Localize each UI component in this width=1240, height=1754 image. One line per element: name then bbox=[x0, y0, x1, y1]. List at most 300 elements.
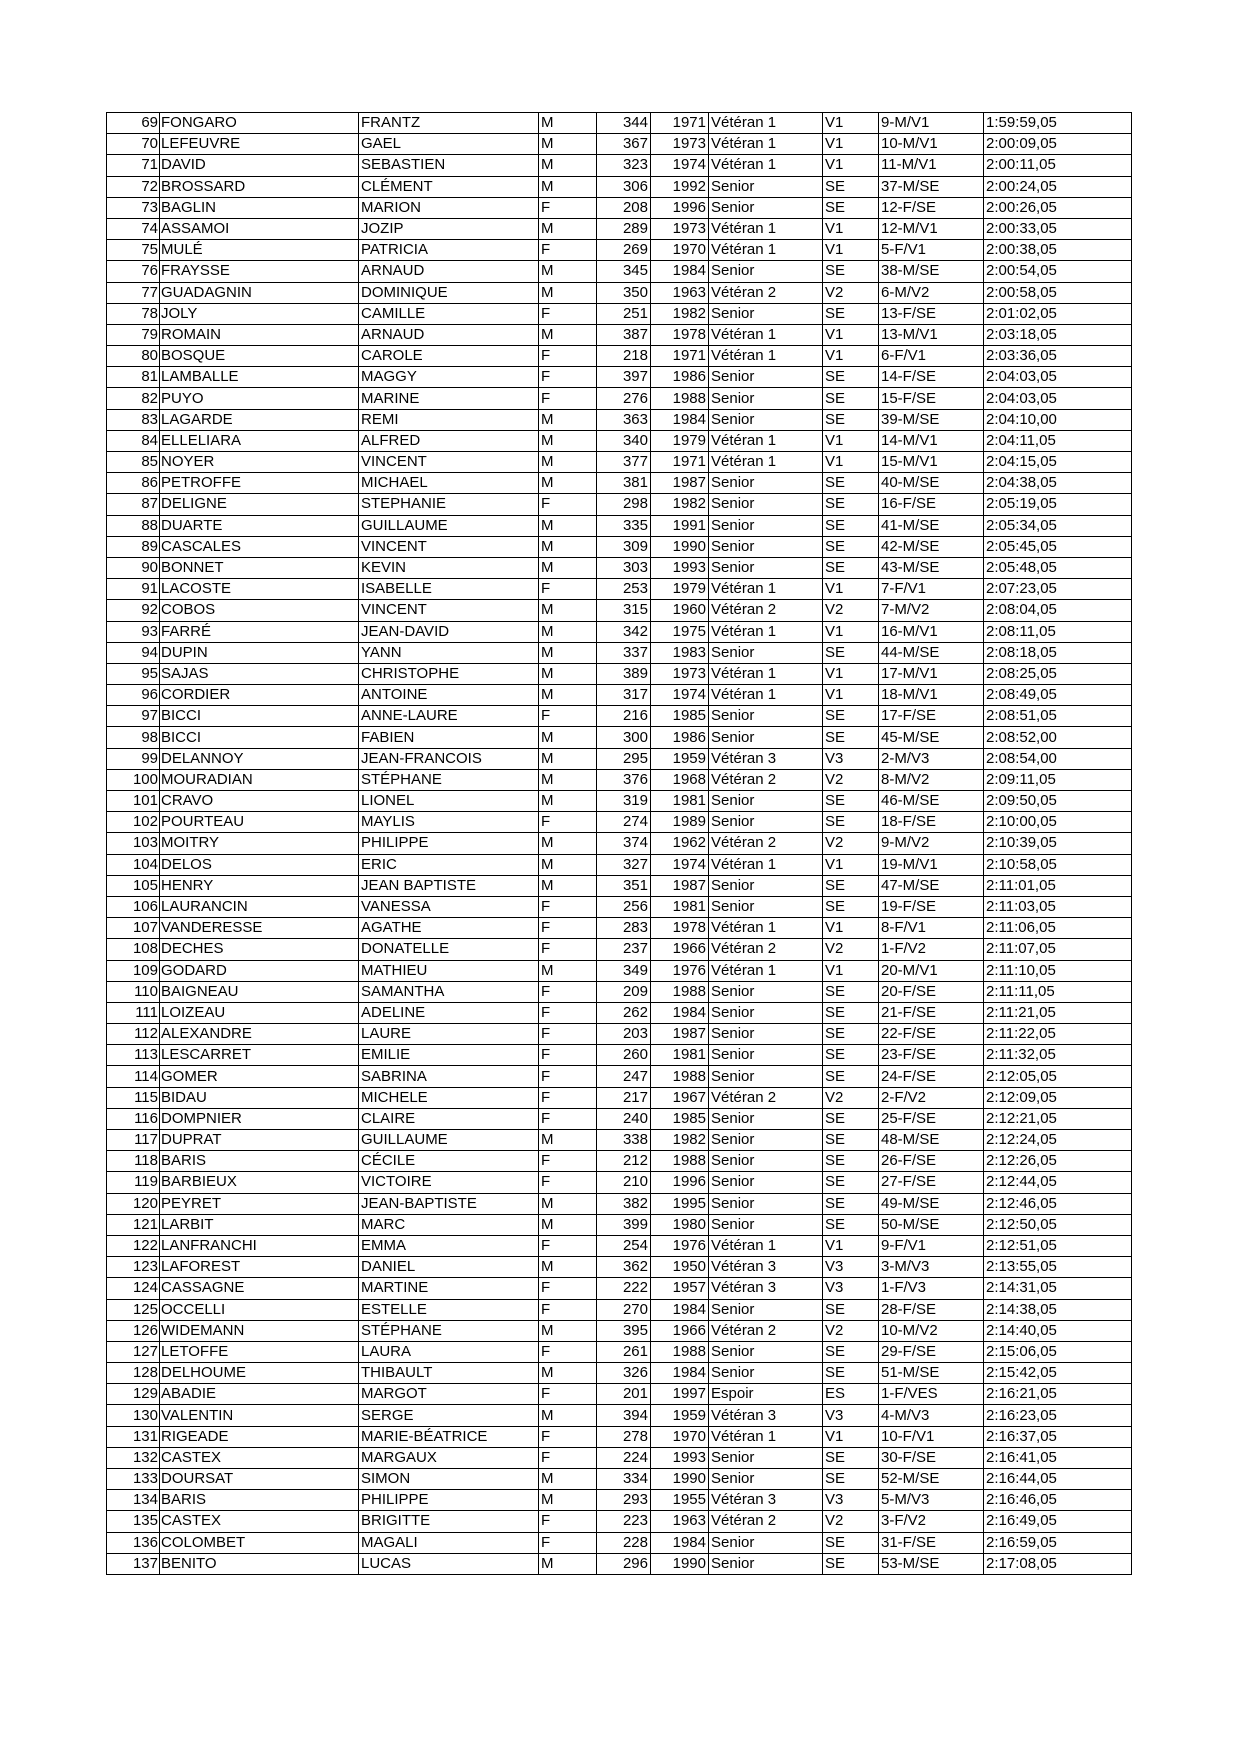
category-rank-cell: 45-M/SE bbox=[879, 727, 984, 748]
bib-number-cell: 274 bbox=[597, 812, 651, 833]
sex-cell: F bbox=[539, 812, 597, 833]
category-code-cell: SE bbox=[823, 1341, 879, 1362]
table-row bbox=[107, 536, 1132, 557]
position-cell: 77 bbox=[107, 282, 160, 303]
position-cell: 115 bbox=[107, 1087, 160, 1108]
results-rows bbox=[107, 113, 1132, 1575]
time-cell: 2:05:19,05 bbox=[984, 494, 1132, 515]
time-cell: 2:15:42,05 bbox=[984, 1363, 1132, 1384]
sex-cell: M bbox=[539, 769, 597, 790]
birth-year-cell: 1960 bbox=[651, 600, 709, 621]
time-cell: 2:14:38,05 bbox=[984, 1299, 1132, 1320]
bib-number-cell: 395 bbox=[597, 1320, 651, 1341]
sex-cell: F bbox=[539, 1108, 597, 1129]
last-name-cell: DELHOUME bbox=[160, 1363, 359, 1384]
category-cell: Vétéran 1 bbox=[709, 960, 823, 981]
birth-year-cell: 1988 bbox=[651, 1151, 709, 1172]
last-name-cell: RIGEADE bbox=[160, 1426, 359, 1447]
time-cell: 2:00:09,05 bbox=[984, 134, 1132, 155]
category-rank-cell: 25-F/SE bbox=[879, 1108, 984, 1129]
bib-number-cell: 389 bbox=[597, 663, 651, 684]
category-rank-cell: 18-M/V1 bbox=[879, 685, 984, 706]
position-cell: 83 bbox=[107, 409, 160, 430]
bib-number-cell: 298 bbox=[597, 494, 651, 515]
category-cell: Senior bbox=[709, 1130, 823, 1151]
sex-cell: M bbox=[539, 748, 597, 769]
table-row bbox=[107, 600, 1132, 621]
time-cell: 2:16:44,05 bbox=[984, 1469, 1132, 1490]
table-row bbox=[107, 473, 1132, 494]
time-cell: 2:12:26,05 bbox=[984, 1151, 1132, 1172]
category-rank-cell: 44-M/SE bbox=[879, 642, 984, 663]
bib-number-cell: 283 bbox=[597, 918, 651, 939]
time-cell: 2:16:23,05 bbox=[984, 1405, 1132, 1426]
time-cell: 2:12:50,05 bbox=[984, 1214, 1132, 1235]
bib-number-cell: 344 bbox=[597, 113, 651, 134]
birth-year-cell: 1970 bbox=[651, 1426, 709, 1447]
sex-cell: F bbox=[539, 1087, 597, 1108]
birth-year-cell: 1971 bbox=[651, 452, 709, 473]
birth-year-cell: 1984 bbox=[651, 1002, 709, 1023]
category-rank-cell: 26-F/SE bbox=[879, 1151, 984, 1172]
last-name-cell: DECHES bbox=[160, 939, 359, 960]
birth-year-cell: 1976 bbox=[651, 960, 709, 981]
category-rank-cell: 30-F/SE bbox=[879, 1447, 984, 1468]
bib-number-cell: 315 bbox=[597, 600, 651, 621]
category-code-cell: SE bbox=[823, 1066, 879, 1087]
results-sheet bbox=[106, 112, 1131, 1575]
birth-year-cell: 1984 bbox=[651, 261, 709, 282]
category-rank-cell: 40-M/SE bbox=[879, 473, 984, 494]
table-row bbox=[107, 1108, 1132, 1129]
birth-year-cell: 1993 bbox=[651, 557, 709, 578]
time-cell: 2:01:02,05 bbox=[984, 303, 1132, 324]
first-name-cell: VICTOIRE bbox=[359, 1172, 539, 1193]
bib-number-cell: 334 bbox=[597, 1469, 651, 1490]
category-code-cell: SE bbox=[823, 176, 879, 197]
first-name-cell: SIMON bbox=[359, 1469, 539, 1490]
bib-number-cell: 382 bbox=[597, 1193, 651, 1214]
category-cell: Vétéran 1 bbox=[709, 621, 823, 642]
time-cell: 2:08:04,05 bbox=[984, 600, 1132, 621]
time-cell: 2:04:03,05 bbox=[984, 367, 1132, 388]
position-cell: 74 bbox=[107, 218, 160, 239]
position-cell: 113 bbox=[107, 1045, 160, 1066]
birth-year-cell: 1990 bbox=[651, 1553, 709, 1574]
time-cell: 2:08:25,05 bbox=[984, 663, 1132, 684]
position-cell: 103 bbox=[107, 833, 160, 854]
last-name-cell: WIDEMANN bbox=[160, 1320, 359, 1341]
position-cell: 112 bbox=[107, 1024, 160, 1045]
position-cell: 80 bbox=[107, 346, 160, 367]
category-rank-cell: 38-M/SE bbox=[879, 261, 984, 282]
birth-year-cell: 1985 bbox=[651, 1108, 709, 1129]
sex-cell: F bbox=[539, 1172, 597, 1193]
first-name-cell: MARIE-BÉATRICE bbox=[359, 1426, 539, 1447]
table-row bbox=[107, 579, 1132, 600]
sex-cell: M bbox=[539, 621, 597, 642]
time-cell: 2:11:32,05 bbox=[984, 1045, 1132, 1066]
sex-cell: M bbox=[539, 409, 597, 430]
time-cell: 2:11:01,05 bbox=[984, 875, 1132, 896]
first-name-cell: AGATHE bbox=[359, 918, 539, 939]
table-row bbox=[107, 1257, 1132, 1278]
bib-number-cell: 363 bbox=[597, 409, 651, 430]
category-rank-cell: 12-F/SE bbox=[879, 197, 984, 218]
category-cell: Vétéran 1 bbox=[709, 918, 823, 939]
category-code-cell: SE bbox=[823, 388, 879, 409]
time-cell: 2:16:46,05 bbox=[984, 1490, 1132, 1511]
first-name-cell: FRANTZ bbox=[359, 113, 539, 134]
birth-year-cell: 1982 bbox=[651, 1130, 709, 1151]
sex-cell: F bbox=[539, 1532, 597, 1553]
birth-year-cell: 1973 bbox=[651, 134, 709, 155]
bib-number-cell: 394 bbox=[597, 1405, 651, 1426]
sex-cell: M bbox=[539, 1469, 597, 1490]
birth-year-cell: 1981 bbox=[651, 896, 709, 917]
category-code-cell: SE bbox=[823, 261, 879, 282]
bib-number-cell: 223 bbox=[597, 1511, 651, 1532]
category-code-cell: SE bbox=[823, 557, 879, 578]
last-name-cell: FONGARO bbox=[160, 113, 359, 134]
time-cell: 2:14:40,05 bbox=[984, 1320, 1132, 1341]
position-cell: 92 bbox=[107, 600, 160, 621]
category-rank-cell: 2-M/V3 bbox=[879, 748, 984, 769]
time-cell: 2:14:31,05 bbox=[984, 1278, 1132, 1299]
category-code-cell: V1 bbox=[823, 960, 879, 981]
last-name-cell: PUYO bbox=[160, 388, 359, 409]
category-rank-cell: 22-F/SE bbox=[879, 1024, 984, 1045]
first-name-cell: GAEL bbox=[359, 134, 539, 155]
category-code-cell: V2 bbox=[823, 1511, 879, 1532]
sex-cell: M bbox=[539, 1214, 597, 1235]
last-name-cell: SAJAS bbox=[160, 663, 359, 684]
position-cell: 82 bbox=[107, 388, 160, 409]
category-cell: Senior bbox=[709, 557, 823, 578]
category-cell: Vétéran 3 bbox=[709, 1405, 823, 1426]
first-name-cell: REMI bbox=[359, 409, 539, 430]
category-cell: Vétéran 2 bbox=[709, 939, 823, 960]
bib-number-cell: 340 bbox=[597, 430, 651, 451]
category-code-cell: V3 bbox=[823, 1490, 879, 1511]
category-cell: Vétéran 3 bbox=[709, 1278, 823, 1299]
time-cell: 2:04:03,05 bbox=[984, 388, 1132, 409]
birth-year-cell: 1984 bbox=[651, 409, 709, 430]
category-code-cell: V2 bbox=[823, 1320, 879, 1341]
position-cell: 100 bbox=[107, 769, 160, 790]
category-rank-cell: 3-M/V3 bbox=[879, 1257, 984, 1278]
table-row bbox=[107, 452, 1132, 473]
category-rank-cell: 49-M/SE bbox=[879, 1193, 984, 1214]
time-cell: 2:00:38,05 bbox=[984, 240, 1132, 261]
last-name-cell: OCCELLI bbox=[160, 1299, 359, 1320]
category-cell: Senior bbox=[709, 1045, 823, 1066]
results-table bbox=[106, 112, 1132, 1575]
sex-cell: M bbox=[539, 452, 597, 473]
time-cell: 2:11:21,05 bbox=[984, 1002, 1132, 1023]
birth-year-cell: 1978 bbox=[651, 918, 709, 939]
category-rank-cell: 14-F/SE bbox=[879, 367, 984, 388]
category-cell: Senior bbox=[709, 981, 823, 1002]
position-cell: 121 bbox=[107, 1214, 160, 1235]
table-row bbox=[107, 1405, 1132, 1426]
position-cell: 95 bbox=[107, 663, 160, 684]
category-cell: Senior bbox=[709, 1024, 823, 1045]
category-cell: Senior bbox=[709, 727, 823, 748]
sex-cell: F bbox=[539, 1024, 597, 1045]
bib-number-cell: 253 bbox=[597, 579, 651, 600]
table-row bbox=[107, 1278, 1132, 1299]
bib-number-cell: 201 bbox=[597, 1384, 651, 1405]
time-cell: 2:10:58,05 bbox=[984, 854, 1132, 875]
bib-number-cell: 303 bbox=[597, 557, 651, 578]
position-cell: 87 bbox=[107, 494, 160, 515]
category-rank-cell: 11-M/V1 bbox=[879, 155, 984, 176]
position-cell: 76 bbox=[107, 261, 160, 282]
category-rank-cell: 16-F/SE bbox=[879, 494, 984, 515]
category-code-cell: SE bbox=[823, 812, 879, 833]
last-name-cell: LETOFFE bbox=[160, 1341, 359, 1362]
birth-year-cell: 1986 bbox=[651, 367, 709, 388]
first-name-cell: MARTINE bbox=[359, 1278, 539, 1299]
category-code-cell: SE bbox=[823, 1130, 879, 1151]
position-cell: 88 bbox=[107, 515, 160, 536]
birth-year-cell: 1990 bbox=[651, 536, 709, 557]
first-name-cell: SEBASTIEN bbox=[359, 155, 539, 176]
bib-number-cell: 262 bbox=[597, 1002, 651, 1023]
category-cell: Vétéran 1 bbox=[709, 134, 823, 155]
category-cell: Senior bbox=[709, 1214, 823, 1235]
time-cell: 2:12:46,05 bbox=[984, 1193, 1132, 1214]
sex-cell: F bbox=[539, 981, 597, 1002]
sex-cell: M bbox=[539, 960, 597, 981]
first-name-cell: LIONEL bbox=[359, 791, 539, 812]
birth-year-cell: 1990 bbox=[651, 1469, 709, 1490]
category-code-cell: V2 bbox=[823, 769, 879, 790]
sex-cell: F bbox=[539, 1384, 597, 1405]
last-name-cell: NOYER bbox=[160, 452, 359, 473]
category-cell: Senior bbox=[709, 1299, 823, 1320]
time-cell: 2:11:06,05 bbox=[984, 918, 1132, 939]
position-cell: 114 bbox=[107, 1066, 160, 1087]
time-cell: 2:08:11,05 bbox=[984, 621, 1132, 642]
sex-cell: M bbox=[539, 1257, 597, 1278]
time-cell: 2:11:11,05 bbox=[984, 981, 1132, 1002]
category-rank-cell: 10-M/V1 bbox=[879, 134, 984, 155]
category-cell: Senior bbox=[709, 1151, 823, 1172]
bib-number-cell: 270 bbox=[597, 1299, 651, 1320]
first-name-cell: LAURA bbox=[359, 1341, 539, 1362]
first-name-cell: ANNE-LAURE bbox=[359, 706, 539, 727]
birth-year-cell: 1992 bbox=[651, 176, 709, 197]
position-cell: 109 bbox=[107, 960, 160, 981]
category-cell: Espoir bbox=[709, 1384, 823, 1405]
table-row bbox=[107, 1151, 1132, 1172]
sex-cell: M bbox=[539, 833, 597, 854]
first-name-cell: EMMA bbox=[359, 1235, 539, 1256]
category-code-cell: SE bbox=[823, 1172, 879, 1193]
bib-number-cell: 350 bbox=[597, 282, 651, 303]
position-cell: 72 bbox=[107, 176, 160, 197]
last-name-cell: LESCARRET bbox=[160, 1045, 359, 1066]
category-cell: Senior bbox=[709, 812, 823, 833]
birth-year-cell: 1988 bbox=[651, 1066, 709, 1087]
birth-year-cell: 1959 bbox=[651, 1405, 709, 1426]
birth-year-cell: 1963 bbox=[651, 1511, 709, 1532]
bib-number-cell: 293 bbox=[597, 1490, 651, 1511]
category-code-cell: V1 bbox=[823, 218, 879, 239]
time-cell: 2:12:51,05 bbox=[984, 1235, 1132, 1256]
time-cell: 2:03:36,05 bbox=[984, 346, 1132, 367]
bib-number-cell: 296 bbox=[597, 1553, 651, 1574]
birth-year-cell: 1979 bbox=[651, 430, 709, 451]
sex-cell: F bbox=[539, 494, 597, 515]
category-rank-cell: 16-M/V1 bbox=[879, 621, 984, 642]
birth-year-cell: 1982 bbox=[651, 303, 709, 324]
table-row bbox=[107, 1426, 1132, 1447]
last-name-cell: BICCI bbox=[160, 706, 359, 727]
first-name-cell: STEPHANIE bbox=[359, 494, 539, 515]
last-name-cell: DELOS bbox=[160, 854, 359, 875]
birth-year-cell: 1971 bbox=[651, 346, 709, 367]
last-name-cell: DOURSAT bbox=[160, 1469, 359, 1490]
sex-cell: M bbox=[539, 155, 597, 176]
position-cell: 102 bbox=[107, 812, 160, 833]
category-cell: Vétéran 1 bbox=[709, 113, 823, 134]
bib-number-cell: 335 bbox=[597, 515, 651, 536]
time-cell: 2:16:49,05 bbox=[984, 1511, 1132, 1532]
first-name-cell: MICHELE bbox=[359, 1087, 539, 1108]
time-cell: 2:12:21,05 bbox=[984, 1108, 1132, 1129]
sex-cell: M bbox=[539, 642, 597, 663]
sex-cell: F bbox=[539, 1066, 597, 1087]
category-rank-cell: 19-M/V1 bbox=[879, 854, 984, 875]
bib-number-cell: 251 bbox=[597, 303, 651, 324]
last-name-cell: LAMBALLE bbox=[160, 367, 359, 388]
category-code-cell: V1 bbox=[823, 918, 879, 939]
category-cell: Senior bbox=[709, 642, 823, 663]
sex-cell: M bbox=[539, 1363, 597, 1384]
sex-cell: M bbox=[539, 791, 597, 812]
last-name-cell: VALENTIN bbox=[160, 1405, 359, 1426]
category-code-cell: V3 bbox=[823, 748, 879, 769]
sex-cell: M bbox=[539, 1490, 597, 1511]
category-rank-cell: 10-F/V1 bbox=[879, 1426, 984, 1447]
category-code-cell: V1 bbox=[823, 346, 879, 367]
category-cell: Vétéran 3 bbox=[709, 748, 823, 769]
bib-number-cell: 216 bbox=[597, 706, 651, 727]
table-row bbox=[107, 1193, 1132, 1214]
category-rank-cell: 24-F/SE bbox=[879, 1066, 984, 1087]
category-rank-cell: 9-M/V1 bbox=[879, 113, 984, 134]
category-rank-cell: 2-F/V2 bbox=[879, 1087, 984, 1108]
sex-cell: F bbox=[539, 303, 597, 324]
sex-cell: M bbox=[539, 218, 597, 239]
birth-year-cell: 1996 bbox=[651, 197, 709, 218]
category-rank-cell: 6-F/V1 bbox=[879, 346, 984, 367]
category-code-cell: SE bbox=[823, 303, 879, 324]
sex-cell: M bbox=[539, 261, 597, 282]
last-name-cell: HENRY bbox=[160, 875, 359, 896]
sex-cell: F bbox=[539, 1511, 597, 1532]
last-name-cell: CASSAGNE bbox=[160, 1278, 359, 1299]
first-name-cell: DOMINIQUE bbox=[359, 282, 539, 303]
time-cell: 2:10:39,05 bbox=[984, 833, 1132, 854]
time-cell: 2:11:10,05 bbox=[984, 960, 1132, 981]
position-cell: 106 bbox=[107, 896, 160, 917]
category-rank-cell: 20-F/SE bbox=[879, 981, 984, 1002]
table-row bbox=[107, 1214, 1132, 1235]
last-name-cell: DUARTE bbox=[160, 515, 359, 536]
bib-number-cell: 338 bbox=[597, 1130, 651, 1151]
first-name-cell: JEAN BAPTISTE bbox=[359, 875, 539, 896]
table-row bbox=[107, 706, 1132, 727]
last-name-cell: ASSAMOI bbox=[160, 218, 359, 239]
last-name-cell: LOIZEAU bbox=[160, 1002, 359, 1023]
category-code-cell: V1 bbox=[823, 240, 879, 261]
category-code-cell: V1 bbox=[823, 854, 879, 875]
position-cell: 135 bbox=[107, 1511, 160, 1532]
time-cell: 2:12:05,05 bbox=[984, 1066, 1132, 1087]
last-name-cell: VANDERESSE bbox=[160, 918, 359, 939]
table-row bbox=[107, 1299, 1132, 1320]
category-cell: Vétéran 1 bbox=[709, 685, 823, 706]
bib-number-cell: 362 bbox=[597, 1257, 651, 1278]
sex-cell: M bbox=[539, 557, 597, 578]
first-name-cell: DONATELLE bbox=[359, 939, 539, 960]
last-name-cell: MOITRY bbox=[160, 833, 359, 854]
table-row bbox=[107, 833, 1132, 854]
bib-number-cell: 212 bbox=[597, 1151, 651, 1172]
bib-number-cell: 203 bbox=[597, 1024, 651, 1045]
last-name-cell: DUPIN bbox=[160, 642, 359, 663]
birth-year-cell: 1995 bbox=[651, 1193, 709, 1214]
birth-year-cell: 1974 bbox=[651, 685, 709, 706]
sex-cell: F bbox=[539, 1045, 597, 1066]
last-name-cell: BENITO bbox=[160, 1553, 359, 1574]
first-name-cell: YANN bbox=[359, 642, 539, 663]
category-code-cell: SE bbox=[823, 197, 879, 218]
first-name-cell: FABIEN bbox=[359, 727, 539, 748]
last-name-cell: ABADIE bbox=[160, 1384, 359, 1405]
category-cell: Senior bbox=[709, 1363, 823, 1384]
last-name-cell: CASTEX bbox=[160, 1511, 359, 1532]
bib-number-cell: 317 bbox=[597, 685, 651, 706]
time-cell: 2:16:59,05 bbox=[984, 1532, 1132, 1553]
category-cell: Vétéran 3 bbox=[709, 1490, 823, 1511]
category-code-cell: SE bbox=[823, 494, 879, 515]
first-name-cell: THIBAULT bbox=[359, 1363, 539, 1384]
position-cell: 75 bbox=[107, 240, 160, 261]
category-cell: Senior bbox=[709, 261, 823, 282]
birth-year-cell: 1988 bbox=[651, 388, 709, 409]
sex-cell: M bbox=[539, 324, 597, 345]
birth-year-cell: 1966 bbox=[651, 939, 709, 960]
category-code-cell: V2 bbox=[823, 282, 879, 303]
first-name-cell: ARNAUD bbox=[359, 324, 539, 345]
birth-year-cell: 1968 bbox=[651, 769, 709, 790]
bib-number-cell: 342 bbox=[597, 621, 651, 642]
position-cell: 73 bbox=[107, 197, 160, 218]
bib-number-cell: 210 bbox=[597, 1172, 651, 1193]
sex-cell: M bbox=[539, 536, 597, 557]
last-name-cell: JOLY bbox=[160, 303, 359, 324]
category-cell: Senior bbox=[709, 1447, 823, 1468]
table-row bbox=[107, 367, 1132, 388]
table-row bbox=[107, 918, 1132, 939]
first-name-cell: LUCAS bbox=[359, 1553, 539, 1574]
category-rank-cell: 41-M/SE bbox=[879, 515, 984, 536]
